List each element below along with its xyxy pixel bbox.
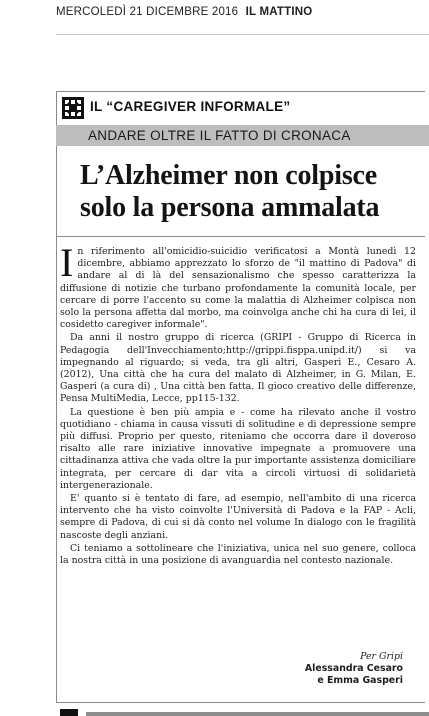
- drop-cap: I: [60, 240, 74, 285]
- section-header: [56, 96, 425, 120]
- section-label: IL “CAREGIVER INFORMALE”: [90, 99, 291, 114]
- masthead-rule: [56, 34, 429, 35]
- signature-lead: Per Gripi: [360, 651, 403, 662]
- headline-line-2: solo la persona ammalata: [80, 192, 380, 223]
- newspaper-name: IL MATTINO: [245, 6, 313, 18]
- next-section-bar: [86, 712, 429, 716]
- article-body: [60, 240, 416, 567]
- article-paragraph: E' quanto si è tentato di fare, ad esempio, nell'ambito di una ricerca intervento che ha visto coinvolte l'Università di Padova e la FAP - Acli, sempre di Padova, di cui si dà conto nel volume In dialogo con le fragilità nascoste degli anziani.: [60, 493, 416, 541]
- masthead: [56, 6, 426, 24]
- signature-block: [305, 651, 403, 688]
- kicker-text: ANDARE OLTRE IL FATTO DI CRONACA: [88, 128, 351, 143]
- issue-date: MERCOLEDÌ 21 DICEMBRE 2016: [56, 6, 239, 18]
- next-section-icon: [60, 709, 78, 716]
- kicker-bar: [56, 125, 429, 146]
- paragraph-text: n riferimento all'omicidio-suicidio verificatosi a Montà lunedì 12 dicembre, abbiamo apprezzato lo sforzo de "il mattino di Padova" di andare al di là del sensazionalismo che spesso caratterizza la diffusione di notizie che turbano profondamente la comunità locale, per cercare di porre l'accento su come la malattia di Alzheimer colpisca non solo la persona affetta dal morbo, ma coinvolga anche chi ha cura di lei, il cosidetto caregiver informale".: [60, 246, 416, 331]
- grid-cross-icon: [62, 97, 84, 119]
- article-paragraph: Ci teniamo a sottolineare che l'iniziativa, unica nel suo genere, colloca la nostra città in una posizione di avanguardia nel contesto nazionale.: [60, 542, 416, 567]
- headline-line-1: L’Alzheimer non colpisce: [80, 160, 377, 191]
- headline: [80, 160, 420, 224]
- signature-author-1: Alessandra Cesaro: [304, 663, 403, 675]
- article-paragraph: [60, 240, 416, 331]
- article-paragraph: La questione è ben più ampia e - come ha rilevato anche il vostro quotidiano - chiama in causa vissuti di solitudine e di depressione sempre più diffusi. Proprio per questo, riteniamo che occorra dare il doveroso risalto alle rare iniziative innovative impegnate a promuovere una cittadinanza attiva che vada oltre la pur importante assistenza domiciliare integrata, per cercare di dar vita a circoli virtuosi di solidarietà intergenerazionale.: [60, 406, 416, 491]
- headline-rule: [56, 236, 425, 237]
- article-paragraph: Da anni il nostro gruppo di ricerca (GRIPI - Gruppo di Ricerca in Pedagogia dell'Invecchiamento;http://grippi.fisppa.unipd.it/) si va impegnando al riguardo; si veda, tra gli altri, Gasperi E., Cesaro A. (2012), Una città che ha cura del malato di Alzheimer, in G. Milan, E. Gasperi (a cura di) , Una città ben fatta. Il gioco creativo delle differenze, Pensa MultiMedia, Lecce, pp115-132.: [60, 332, 416, 405]
- signature-author-2: e Emma Gasperi: [317, 675, 403, 687]
